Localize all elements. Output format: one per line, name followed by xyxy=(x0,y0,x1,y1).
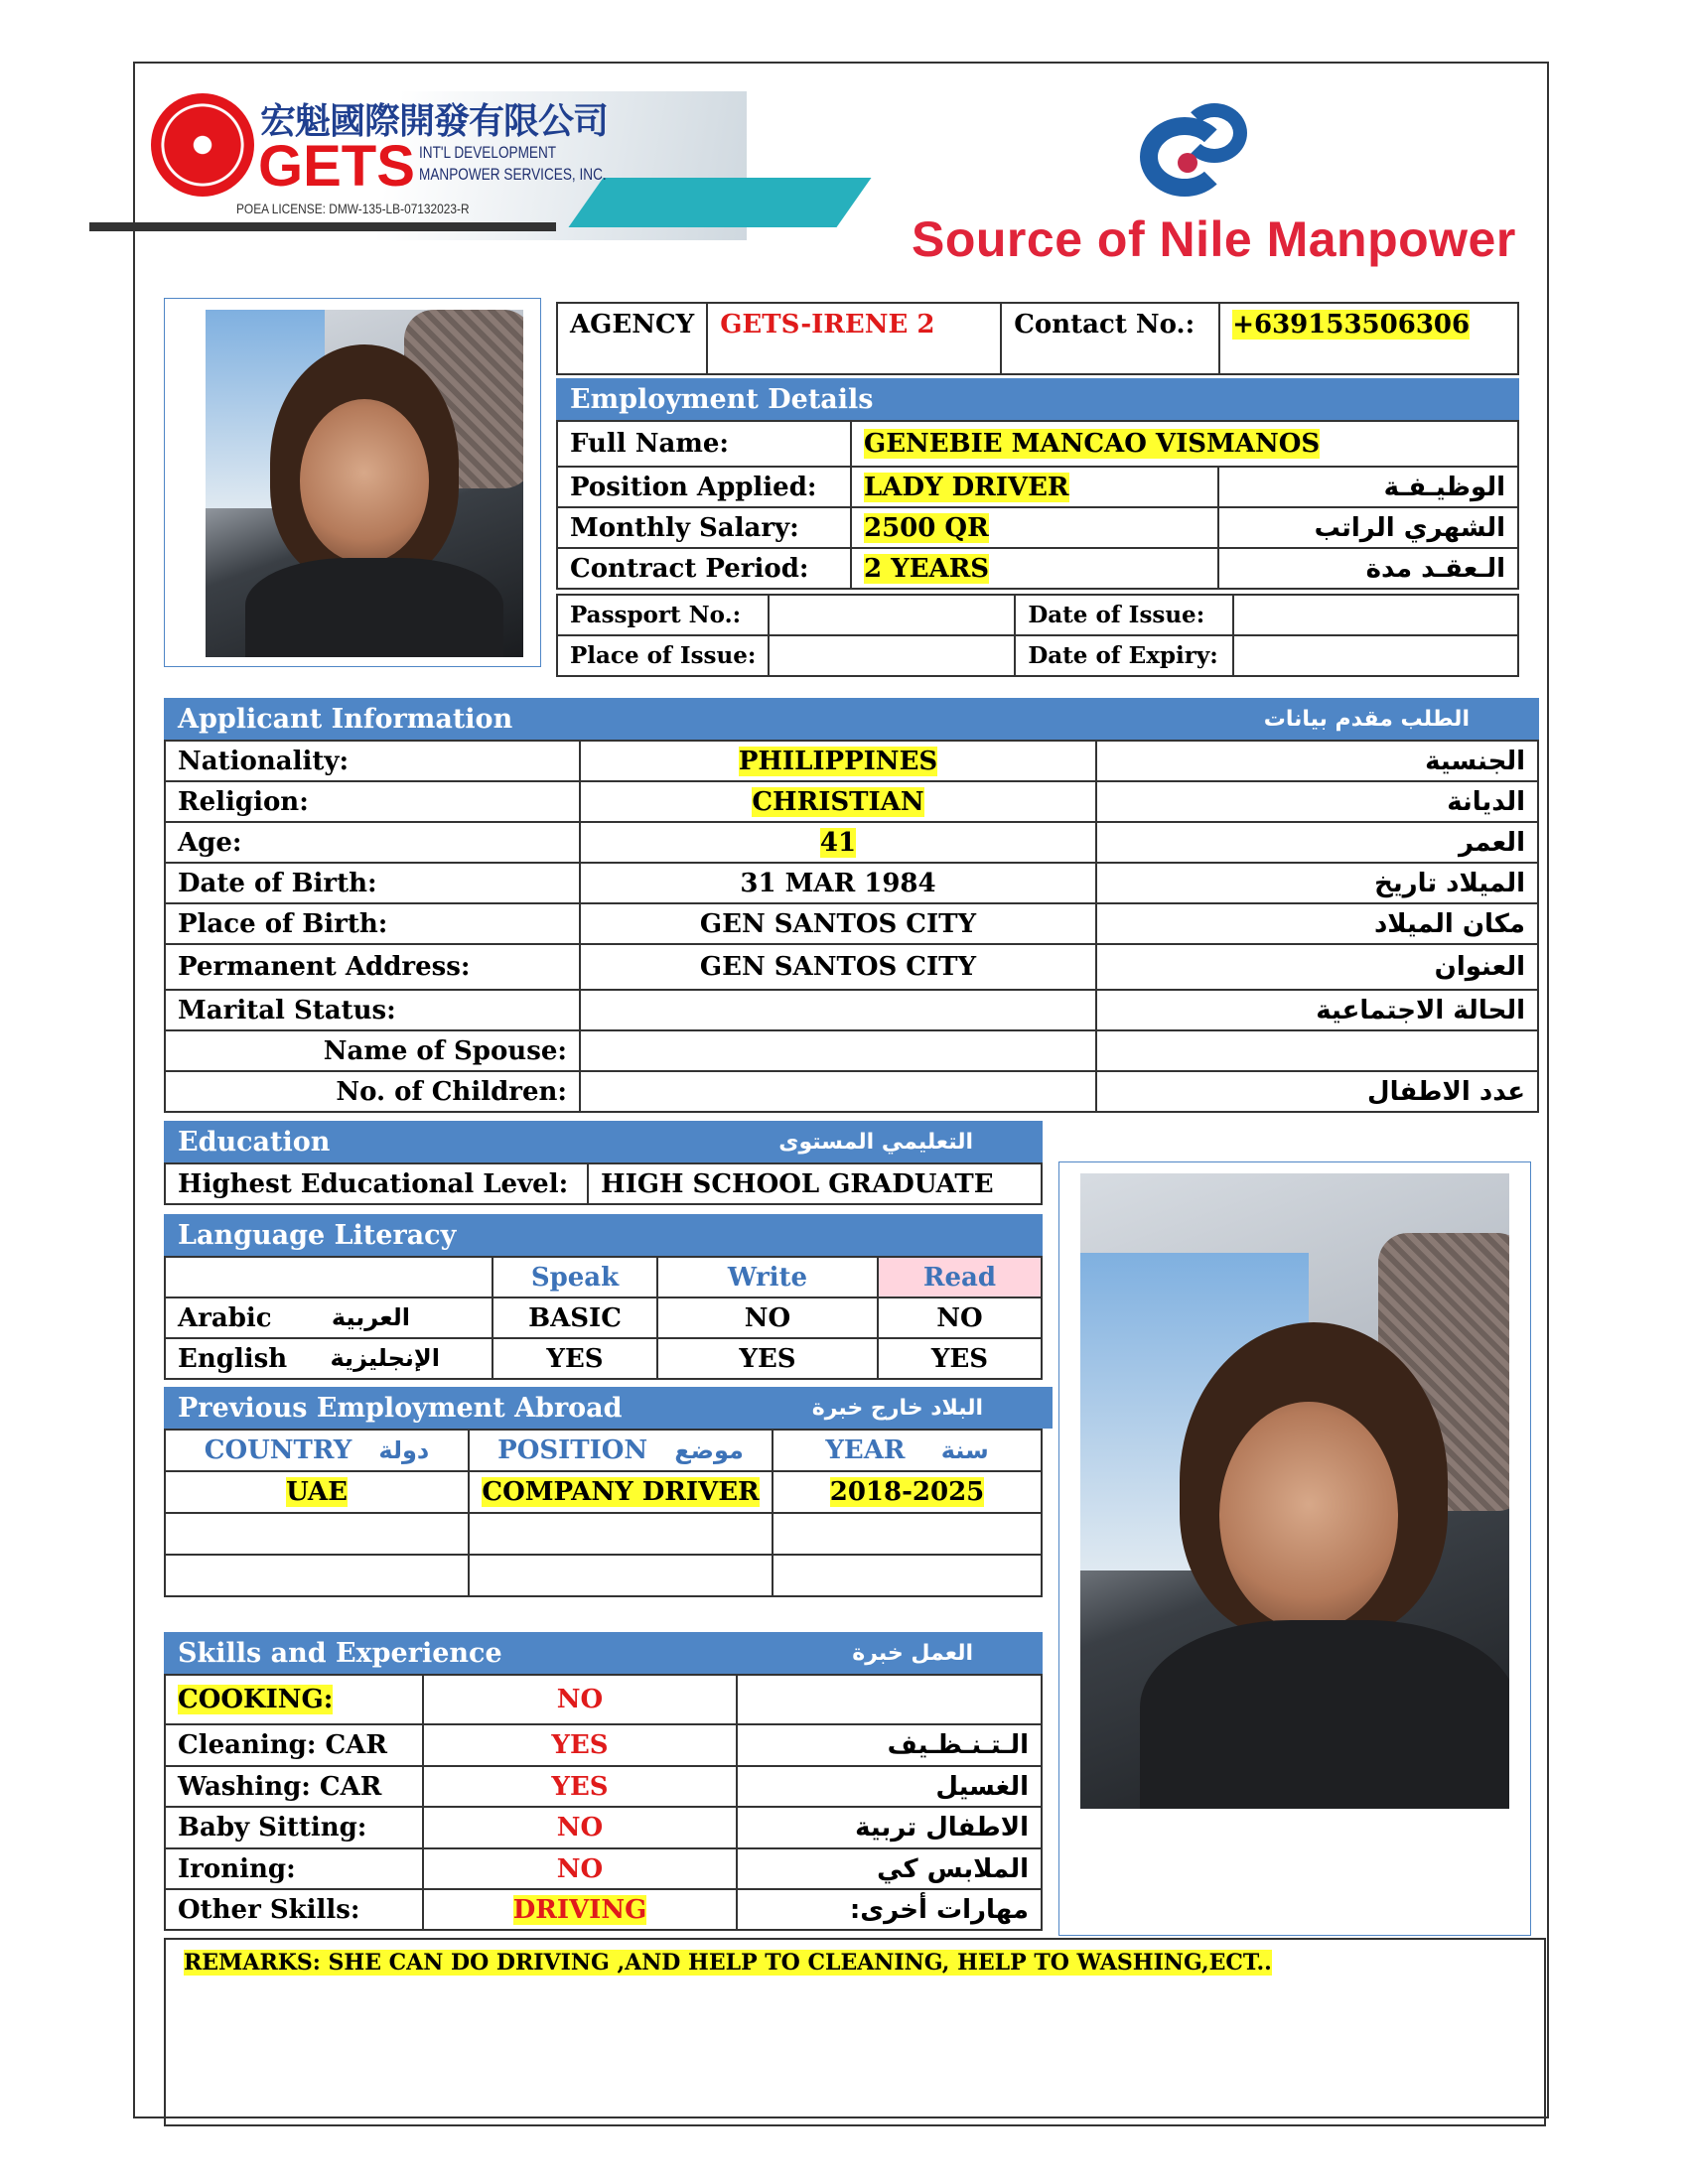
agency-table xyxy=(556,302,1519,375)
education-value: HIGH SCHOOL GRADUATE xyxy=(588,1163,1042,1204)
position-value: LADY DRIVER xyxy=(864,472,1069,502)
applicant-photo-top xyxy=(206,310,523,657)
previous-table: COUNTRY دولة POSITION موضع YEAR سنة UAE COMPANY DRIVER 2018-2025 xyxy=(164,1429,1043,1597)
passport-table: Passport No.: Date of Issue: Place of Issue: Date of Expiry: xyxy=(556,594,1519,677)
gets-sub-2: MANPOWER SERVICES, INC. xyxy=(419,165,607,184)
employment-table: Full Name: GENEBIE MANCAO VISMANOS Position Applied: LADY DRIVER الوظيـفـة Monthly Salary: 2500 QR الشهري الراتب Contract Period: 2 YEARS الـعقـد مدة xyxy=(556,420,1519,590)
language-table: Speak Write Read Arabic العربية BASIC NO NO English الإنجليزية YES YES YES xyxy=(164,1256,1043,1380)
applicant-table: Nationality: PHILIPPINES الجنسية Religion: CHRISTIAN الديانة Age: 41 العمر Date of Birth: 31 MAR 1984 الميلاد تاريخ Place of Birth: GEN SANTOS CITY مكان الميلاد Permanent Address: GEN SANTOS CITY العنوان Marital Status: الحالة الاجتماعية Name of Spouse: No. of Children: عدد الاطفال xyxy=(164,740,1539,1113)
gets-sub-1: INT'L DEVELOPMENT xyxy=(419,143,557,162)
skills-header: Skills and Experience العمل خبرة xyxy=(164,1632,1043,1674)
remarks-text: REMARKS: SHE CAN DO DRIVING ,AND HELP TO CLEANING, HELP TO WASHING,ECT.. xyxy=(184,1950,1272,1976)
education-table: Highest Educational Level: HIGH SCHOOL GRADUATE xyxy=(164,1162,1043,1205)
contract-value: 2 YEARS xyxy=(864,553,990,584)
nile-name: Source of Nile Manpower xyxy=(912,211,1516,267)
contact-value: +639153506306 xyxy=(1232,310,1471,340)
full-name-value: GENEBIE MANCAO VISMANOS xyxy=(864,429,1321,459)
previous-header: Previous Employment Abroad البلاد خارج خبرة xyxy=(164,1387,1053,1429)
employment-header: Employment Details xyxy=(556,378,1519,420)
nile-logo-icon xyxy=(1140,103,1249,199)
language-header: Language Literacy xyxy=(164,1214,1043,1256)
remarks-box xyxy=(164,1938,1546,2126)
gets-chinese-name: 宏魁國際開發有限公司 xyxy=(260,101,609,142)
agency-value: GETS-IRENE 2 xyxy=(707,303,1001,374)
contact-label: Contact No.: xyxy=(1001,303,1219,374)
gets-name: GETS xyxy=(258,134,415,199)
gets-emblem-icon xyxy=(151,93,254,197)
salary-value: 2500 QR xyxy=(864,512,989,543)
gets-license: POEA LICENSE: DMW-135-LB-07132023-R xyxy=(236,201,470,216)
agency-label: AGENCY xyxy=(557,303,707,374)
applicant-header: Applicant Information الطلب مقدم بيانات xyxy=(164,698,1539,740)
gets-logo xyxy=(89,83,765,252)
skills-table: COOKING: NO Cleaning: CAR YES الـتـنـظـيف Washing: CAR YES الغسيل Baby Sitting: NO الاطفال تربية Ironing: NO الملابس كي Other Skills: DRIVING مهارات أخرى: xyxy=(164,1674,1043,1931)
applicant-photo-bottom xyxy=(1080,1173,1509,1809)
education-header: Education التعليمي المستوى xyxy=(164,1121,1043,1162)
